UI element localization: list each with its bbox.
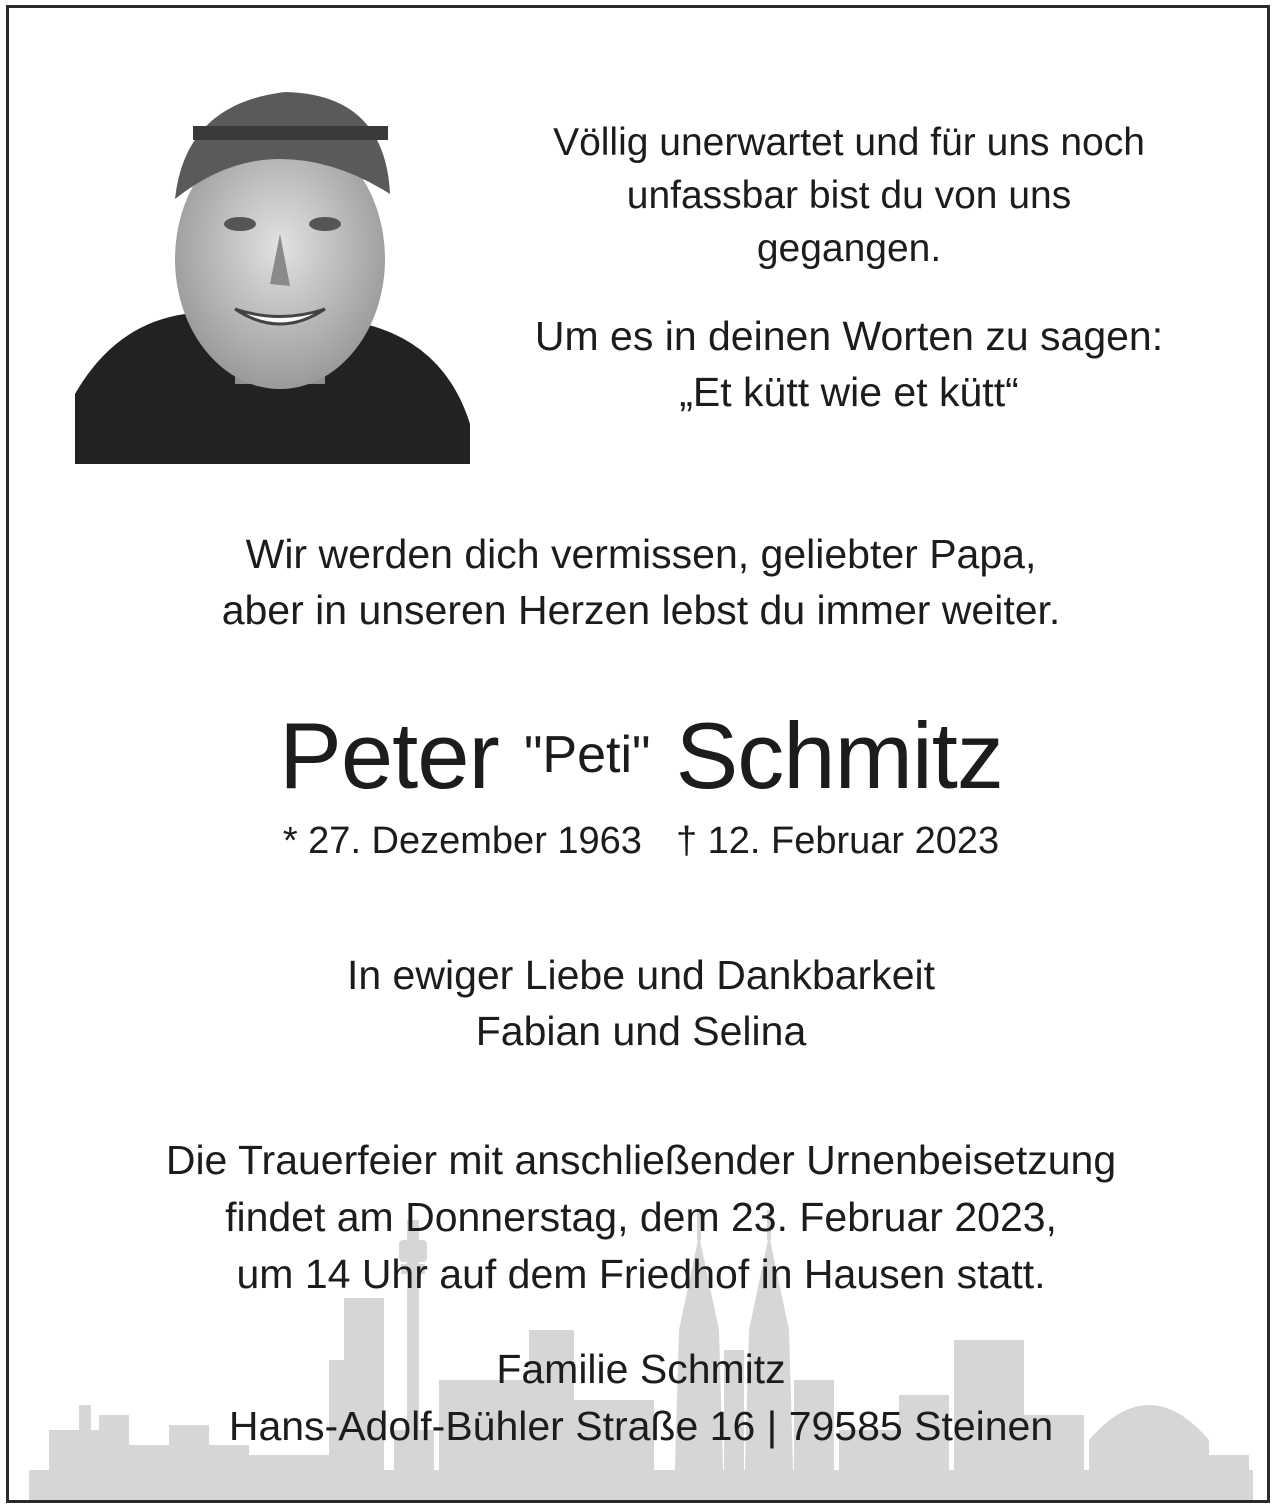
intro-text: Völlig unerwartet und für uns noch unfassbar bist du von uns gegangen.: [553, 121, 1145, 270]
life-dates: [9, 816, 1270, 866]
sender-address: Familie Schmitz Hans-Adolf-Bühler Straße 16 | 79585 Steinen: [228, 1346, 1054, 1449]
first-name: Peter: [279, 703, 499, 808]
death-date: † 12. Februar 2023: [675, 820, 1000, 862]
obituary-notice: [6, 5, 1270, 1503]
ceremony-info: Die Trauerfeier mit anschließender Urnenbeisetzung findet am Donnerstag, dem 23. Februar 2023, um 14 Uhr auf dem Friedhof in Hausen statt.: [165, 1137, 1117, 1297]
portrait-photo-icon: [75, 74, 470, 464]
farewell-text: Wir werden dich vermissen, geliebter Papa, aber in unseren Herzen lebst du immer weiter.: [221, 531, 1061, 633]
last-name: Schmitz: [675, 703, 1003, 808]
dedication-text: In ewiger Liebe und Dankbarkeit Fabian und Selina: [346, 952, 936, 1054]
nickname: "Peti": [523, 726, 651, 784]
birth-date: * 27. Dezember 1963: [282, 820, 642, 862]
quote-text: Um es in deinen Worten zu sagen: „Et kütt wie et kütt“: [534, 313, 1164, 415]
deceased-name: [9, 700, 1270, 811]
